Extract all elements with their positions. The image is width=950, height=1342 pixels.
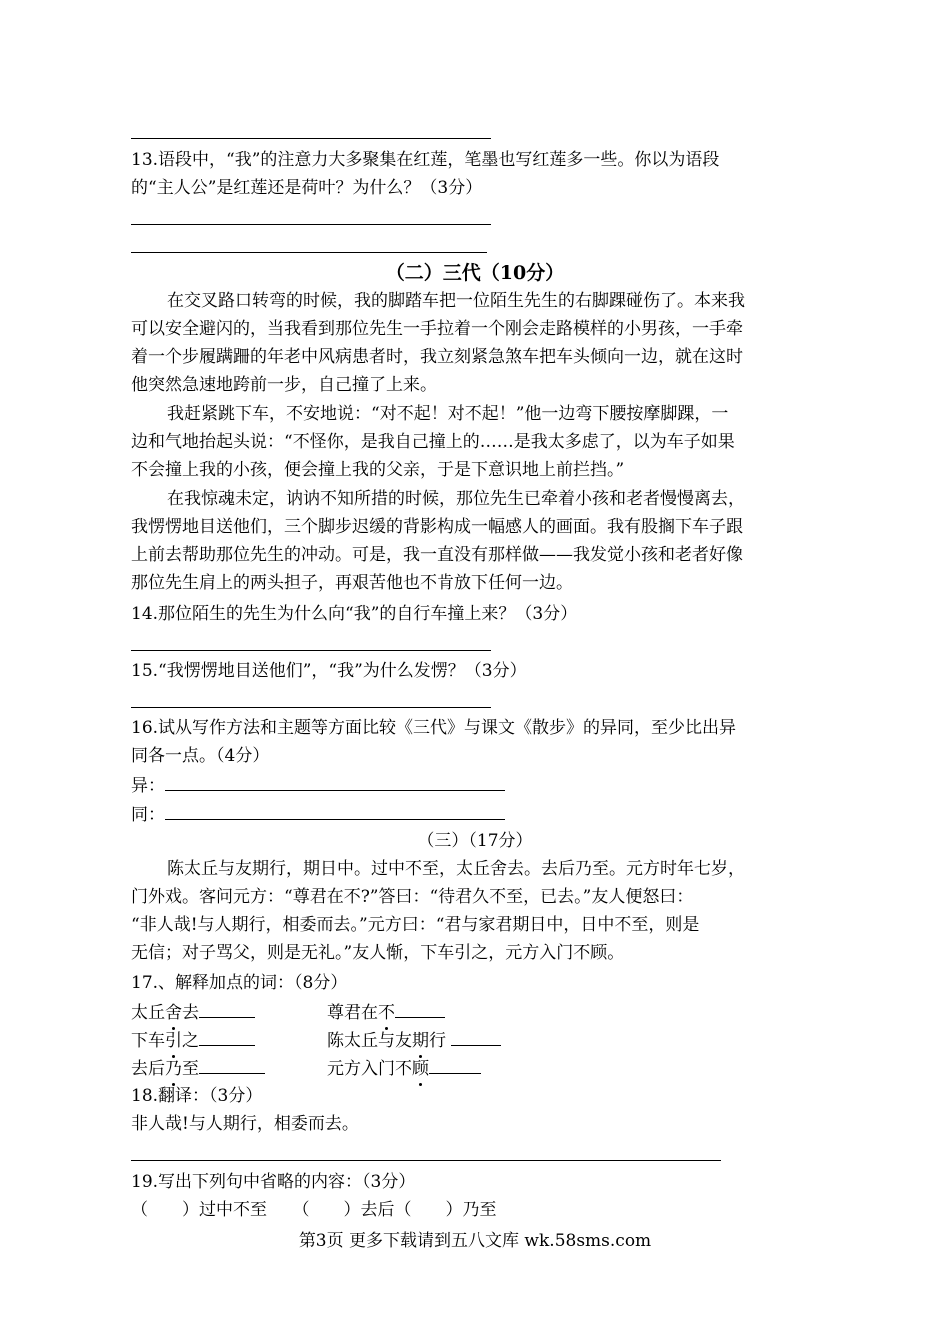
- answer-line: [131, 138, 491, 139]
- difference-answer: [131, 772, 505, 798]
- difference-label: 异：: [131, 776, 165, 796]
- answer-line: [131, 252, 487, 253]
- question-19: 19.写出下列句中省略的内容：（3分）: [131, 1172, 416, 1192]
- paragraph-line: 他突然急速地跨前一步，自己撞了上来。: [131, 375, 437, 395]
- paragraph-line: 我愣愣地目送他们，三个脚步迟缓的背影构成一幅感人的画面。我有股搁下车子跟: [131, 517, 743, 537]
- answer-blank[interactable]: [165, 801, 505, 820]
- classical-text-line: 无信；对子骂父，则是无礼。”友人惭，下车引之，元方入门不顾。: [131, 943, 625, 963]
- word-item: [131, 999, 255, 1025]
- answer-blank[interactable]: [199, 1027, 255, 1046]
- answer-blank[interactable]: [199, 1055, 265, 1074]
- answer-blank[interactable]: [199, 999, 255, 1018]
- answer-blank[interactable]: [165, 772, 505, 791]
- similarity-answer: [131, 801, 505, 827]
- word-text: 行: [429, 1031, 452, 1051]
- answer-line: [131, 650, 491, 651]
- answer-blank[interactable]: [451, 1027, 501, 1046]
- answer-line: [131, 707, 491, 708]
- word-text: 去: [182, 1003, 199, 1023]
- classical-text-line: 陈太丘与友期行，期日中。过中不至，太丘舍去。去后乃至。元方时年七岁，: [167, 859, 745, 879]
- word-item: [327, 1027, 501, 1053]
- question-18-text: 非人哉!与人期行，相委而去。: [131, 1114, 359, 1134]
- question-14: 14.那位陌生的先生为什么向“我”的自行车撞上来？（3分）: [131, 604, 578, 624]
- question-17: 17.、解释加点的词：（8分）: [131, 973, 348, 993]
- answer-blank[interactable]: [395, 999, 445, 1018]
- section-title: （二）三代（10分）: [385, 262, 565, 284]
- q13-line-1: 13.语段中，“我”的注意力大多聚集在红莲，笔墨也写红莲多一些。你以为语段: [131, 150, 720, 170]
- paragraph-line: 我赶紧跳下车，不安地说：“对不起！对不起！”他一边弯下腰按摩脚踝，一: [167, 404, 729, 424]
- classical-text-line: 门外戏。客问元方：“尊君在不?”答曰：“待君久不至，已去。”友人便怒曰：: [131, 887, 694, 907]
- question-19-text: （ ）过中不至 （ ）去后（ ）乃至: [131, 1200, 497, 1220]
- dotted-word: 不: [378, 1003, 395, 1023]
- dotted-word: 期: [412, 1031, 429, 1051]
- paragraph-line: 在交叉路口转弯的时候，我的脚踏车把一位陌生先生的右脚踝碰伤了。本来我: [167, 291, 745, 311]
- section-title: （三）（17分）: [417, 831, 533, 851]
- paragraph-line: 边和气地抬起头说：“不怪你，是我自己撞上的……是我太多虑了，以为车子如果: [131, 432, 735, 452]
- paragraph-line: 在我惊魂未定，讷讷不知所措的时候，那位先生已牵着小孩和老者慢慢离去，: [167, 489, 745, 509]
- q13-line-2: 的“主人公”是红莲还是荷叶？为什么？（3分）: [131, 178, 483, 198]
- word-text: 尊君在: [327, 1003, 378, 1023]
- paragraph-line: 上前去帮助那位先生的冲动。可是，我一直没有那样做——我发觉小孩和老者好像: [131, 545, 743, 565]
- word-text: 元方入门不: [327, 1059, 412, 1079]
- question-15: 15.“我愣愣地目送他们”，“我”为什么发愣？（3分）: [131, 661, 527, 681]
- dotted-word: 乃: [165, 1059, 182, 1079]
- word-text: 陈太丘与友: [327, 1031, 412, 1051]
- answer-line: [131, 224, 491, 225]
- question-16-line-1: 16.试从写作方法和主题等方面比较《三代》与课文《散步》的异同，至少比出异: [131, 718, 737, 738]
- word-item: [327, 999, 445, 1025]
- paragraph-line: 那位先生肩上的两头担子，再艰苦他也不肯放下任何一边。: [131, 573, 573, 593]
- paragraph-line: 可以安全避闪的，当我看到那位先生一手拉着一个刚会走路模样的小男孩，一手牵: [131, 319, 743, 339]
- paragraph-line: 不会撞上我的小孩，便会撞上我的父亲，于是下意识地上前拦挡。”: [131, 460, 625, 480]
- paragraph-line: 着一个步履蹒跚的年老中风病患者时，我立刻紧急煞车把车头倾向一边，就在这时: [131, 347, 743, 367]
- word-text: 至: [182, 1059, 199, 1079]
- similarity-label: 同：: [131, 805, 165, 825]
- word-text: 去后: [131, 1059, 165, 1079]
- word-item: [131, 1055, 265, 1081]
- word-text: 太丘: [131, 1003, 165, 1023]
- question-18: 18.翻译：（3分）: [131, 1086, 263, 1106]
- word-item: [327, 1055, 481, 1081]
- dotted-word: 顾: [412, 1059, 429, 1079]
- dotted-word: 舍: [165, 1003, 182, 1023]
- classical-text-line: “非人哉!与人期行，相委而去。”元方曰：“君与家君期日中，日中不至，则是: [131, 915, 700, 935]
- word-item: [131, 1027, 255, 1053]
- question-16-line-2: 同各一点。（4分）: [131, 746, 270, 766]
- dotted-word: 引: [165, 1031, 182, 1051]
- word-text: 之: [182, 1031, 199, 1051]
- answer-line: [131, 1160, 721, 1161]
- word-text: 下车: [131, 1031, 165, 1051]
- page-footer: 第3页 更多下载请到五八文库 wk.58sms.com: [298, 1231, 652, 1251]
- answer-blank[interactable]: [429, 1055, 481, 1074]
